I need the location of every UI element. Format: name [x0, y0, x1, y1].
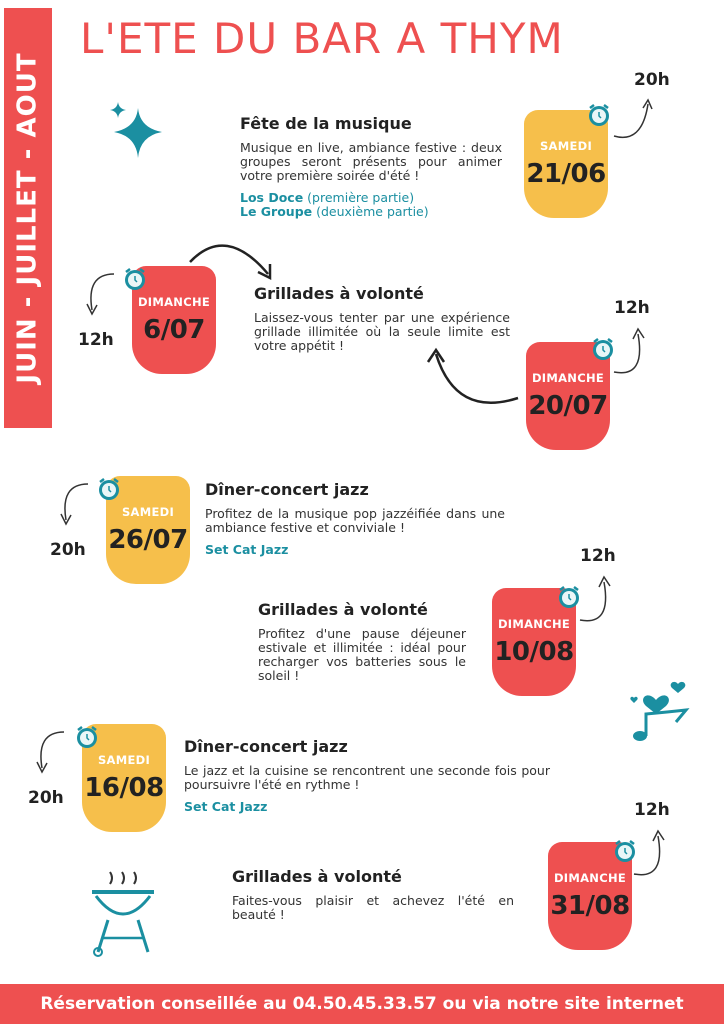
- artist-note: (deuxième partie): [312, 204, 429, 219]
- date-label: 10/08: [494, 637, 574, 667]
- sparkle-icon: [104, 100, 168, 164]
- time-label: 12h: [634, 800, 670, 820]
- curved-arrow-icon: [610, 324, 650, 378]
- artist-name: Le Groupe: [240, 204, 313, 219]
- day-label: SAMEDI: [539, 139, 593, 153]
- day-label: SAMEDI: [97, 753, 151, 767]
- date-label: 26/07: [108, 525, 188, 555]
- time-label: 20h: [50, 540, 86, 560]
- time-label: 12h: [614, 298, 650, 318]
- alarm-clock-icon: [74, 724, 100, 750]
- curved-arrow-icon: [612, 96, 656, 146]
- event-title: Fête de la musique: [240, 114, 412, 133]
- event-text: Faites-vous plaisir et achevez l'été en beauté !: [232, 893, 514, 922]
- alarm-clock-icon: [586, 102, 612, 128]
- event-text: Profitez de la musique pop jazzéifiée dans une ambiance festive et conviviale !: [205, 506, 505, 535]
- side-band: [4, 8, 52, 428]
- time-label: 12h: [580, 546, 616, 566]
- day-label: DIMANCHE: [497, 617, 571, 631]
- curved-arrow-icon: [34, 728, 70, 778]
- artist-name: Los Doce: [240, 190, 304, 205]
- event-title: Dîner-concert jazz: [205, 480, 369, 499]
- side-band-label: JUIN - JUILLET - AOUT: [13, 52, 44, 384]
- event-title: Grillades à volonté: [254, 284, 424, 303]
- barbecue-icon: [88, 868, 158, 958]
- curved-arrow-icon: [630, 826, 670, 880]
- date-label: 31/08: [550, 891, 630, 921]
- artist-name: Set Cat Jazz: [184, 799, 268, 814]
- curved-arrow-icon: [58, 480, 94, 530]
- event-text: Musique en live, ambiance festive : deux groupes seront présents pour animer votre première soirée d'été !: [240, 140, 502, 183]
- event-grillades-1: [254, 284, 510, 353]
- date-label: 16/08: [84, 773, 164, 803]
- footer-text: Réservation conseillée au 04.50.45.33.57 ou via notre site internet: [40, 994, 684, 1014]
- music-hearts-icon: [628, 680, 690, 746]
- curved-arrow-icon: [426, 344, 522, 410]
- event-text: Profitez d'une pause déjeuner estivale et illimitée : idéal pour recharger vos batteries sous le soleil !: [258, 626, 466, 683]
- artist-list: [240, 191, 502, 219]
- curved-arrow-icon: [186, 236, 278, 282]
- artist-name: Set Cat Jazz: [205, 542, 289, 557]
- artist-list: [184, 800, 550, 814]
- day-label: SAMEDI: [121, 505, 175, 519]
- event-fete-musique: [240, 114, 502, 219]
- time-label: 20h: [634, 70, 670, 90]
- date-label: 21/06: [526, 159, 606, 189]
- event-jazz-2: [184, 737, 550, 814]
- date-label: 20/07: [528, 391, 608, 421]
- date-label: 6/07: [143, 315, 205, 345]
- event-text: Le jazz et la cuisine se rencontrent une seconde fois pour poursuivre l'été en rythme !: [184, 763, 550, 792]
- alarm-clock-icon: [122, 266, 148, 292]
- event-title: Grillades à volonté: [232, 867, 402, 886]
- curved-arrow-icon: [576, 572, 616, 626]
- alarm-clock-icon: [96, 476, 122, 502]
- event-jazz-1: [205, 480, 505, 557]
- day-label: DIMANCHE: [553, 871, 627, 885]
- event-grillades-2: [258, 600, 466, 683]
- artist-note: (première partie): [303, 190, 415, 205]
- time-label: 12h: [78, 330, 114, 350]
- event-text: Laissez-vous tenter par une expérience grillade illimitée où la seule limite est votre appétit !: [254, 310, 510, 353]
- page-title: L'ETE DU BAR A THYM: [80, 14, 564, 63]
- footer-banner: [0, 984, 724, 1024]
- artist-list: [205, 543, 505, 557]
- time-label: 20h: [28, 788, 64, 808]
- day-label: DIMANCHE: [531, 371, 605, 385]
- curved-arrow-icon: [84, 270, 120, 320]
- event-title: Grillades à volonté: [258, 600, 428, 619]
- day-label: DIMANCHE: [137, 295, 211, 309]
- event-grillades-3: [232, 867, 514, 922]
- event-title: Dîner-concert jazz: [184, 737, 348, 756]
